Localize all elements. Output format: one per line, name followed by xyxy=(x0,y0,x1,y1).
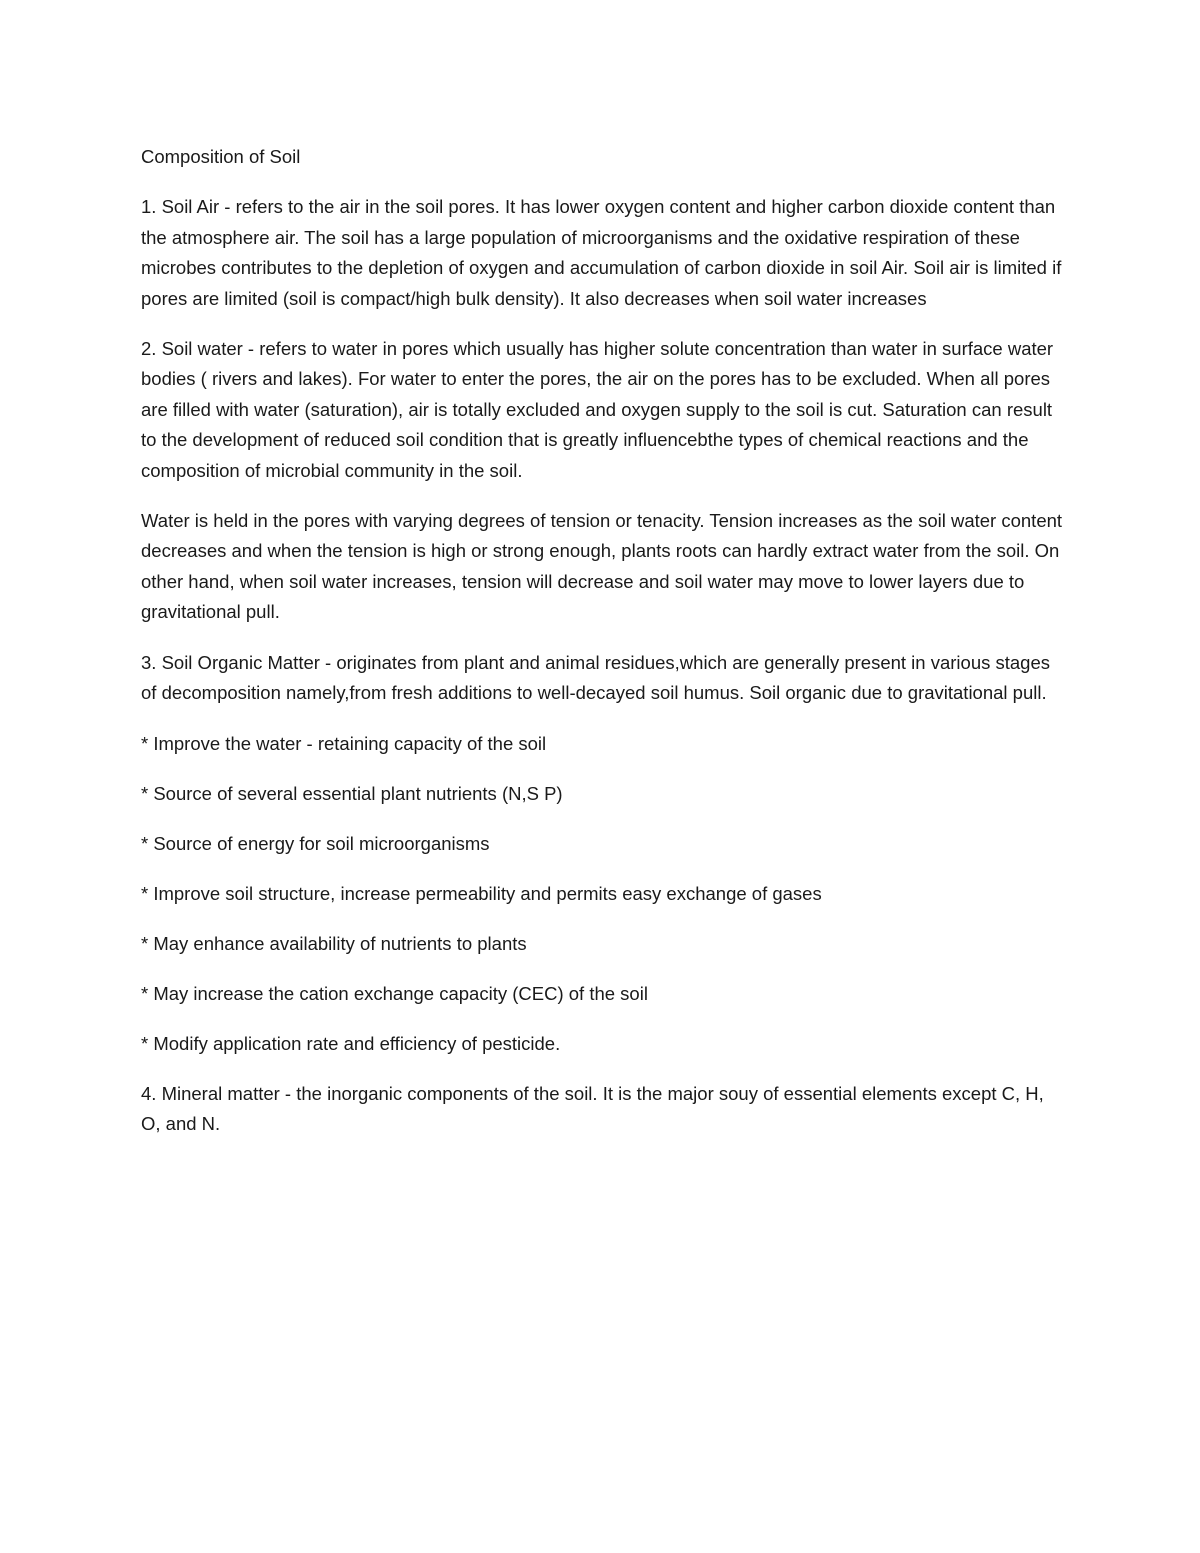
paragraph-water-tension: Water is held in the pores with varying degrees of tension or tenacity. Tension increases as the soil water content decreases and when the tension is high or strong enough, plants roots can hardly extract water from the soil. On other hand, when soil water increases, tension will decrease and soil water may move to lower layers due to gravitational pull. xyxy=(141,510,1063,623)
paragraph-soil-air: 1. Soil Air - refers to the air in the soil pores. It has lower oxygen content and higher carbon dioxide content than the atmosphere air. The soil has a large population of microorganisms and the oxidative respiration of these microbes contributes to the depletion of oxygen and accumulation of carbon dioxide in soil Air. Soil air is limited if pores are limited (soil is compact/high bulk density). It also decreases when soil water increases xyxy=(141,196,1062,309)
list-item: * Modify application rate and efficiency of pesticide. xyxy=(141,1032,561,1054)
list-item: * Improve soil structure, increase permeability and permits easy exchange of gases xyxy=(141,882,822,904)
organic-matter-benefits-list xyxy=(141,729,1066,1059)
list-item: * May increase the cation exchange capacity (CEC) of the soil xyxy=(141,982,648,1004)
paragraph-mineral-matter: 4. Mineral matter - the inorganic components of the soil. It is the major souy of essential elements except C, H, O, and N. xyxy=(141,1082,1044,1134)
paragraph-soil-water: 2. Soil water - refers to water in pores which usually has higher solute concentration than water in surface water bodies ( rivers and lakes). For water to enter the pores, the air on the pores has to be excluded. When all pores are filled with water (saturation), air is totally excluded and oxygen supply to the soil is cut. Saturation can result to the development of reduced soil condition that is greatly influencebthe types of chemical reactions and the composition of microbial community in the soil. xyxy=(141,338,1054,481)
document-body xyxy=(141,142,1066,1159)
list-item: * Source of energy for soil microorganisms xyxy=(141,832,490,854)
list-item: * Source of several essential plant nutrients (N,S P) xyxy=(141,782,563,804)
document-title: Composition of Soil xyxy=(141,146,301,167)
list-item: * May enhance availability of nutrients to plants xyxy=(141,932,527,954)
list-item: * Improve the water - retaining capacity of the soil xyxy=(141,732,547,754)
paragraph-soil-organic-matter: 3. Soil Organic Matter - originates from plant and animal residues,which are generally present in various stages of decomposition namely,from fresh additions to well-decayed soil humus. Soil organic due to gravitational pull. xyxy=(141,651,1051,704)
